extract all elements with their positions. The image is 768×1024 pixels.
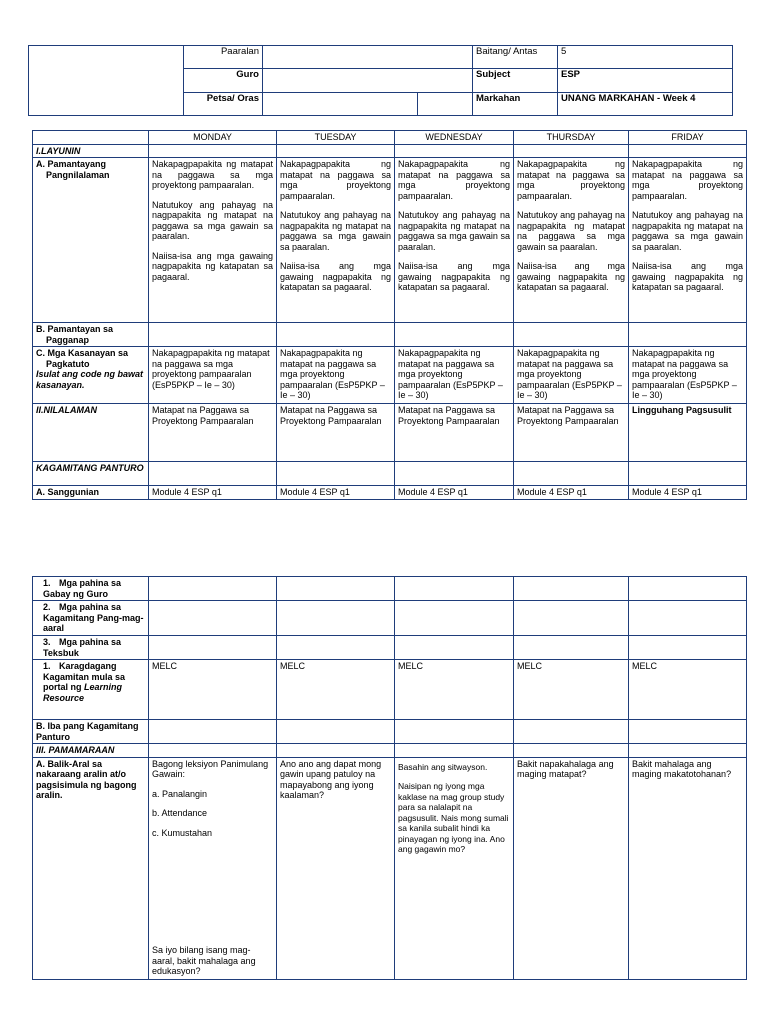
baitang-value[interactable]: 5	[558, 46, 733, 69]
melc-friday: MELC	[629, 660, 747, 720]
pamantayan-sa-pagganap-label: B. Pamantayan sa Pagganap	[33, 323, 149, 347]
lesson-plan-table-1	[32, 130, 747, 500]
nilalaman-monday: Matapat na Paggawa sa Proyektong Pampaaralan	[149, 404, 277, 462]
balik-aral-wednesday: Basahin ang sitwayson. Naisipan ng iyong mga kaklase na mag group study para sa nalalapit na pagsusulit. Nais mong sumali sa kanila subalit hindi ka pinayagan ng iyong ina. Ano ang gagawin mo?	[395, 757, 514, 979]
corner-cell	[33, 131, 149, 145]
day-header-tuesday: TUESDAY	[277, 131, 395, 145]
header-logo-cell	[29, 46, 184, 116]
pamamaraan-heading: III. PAMAMARAAN	[33, 744, 149, 758]
gabay-ng-guro-label: 1. Mga pahina sa Gabay ng Guro	[33, 577, 149, 601]
sanggunian-thursday: Module 4 ESP q1	[514, 486, 629, 500]
pangnilalaman-wednesday: Nakapagpapakita ng matapat na paggawa sa mga proyektong pampaaralan. Natutukoy ang pahayag na nagpapakita ng matapat na paggawa sa mga gawain sa paaralan. Naiisa-isa ang mga gawaing nagpapakita ng katapatan sa pagaaral.	[395, 158, 514, 323]
markahan-value[interactable]: UNANG MARKAHAN - Week 4	[558, 93, 733, 116]
kasanayan-wednesday: Nakapagpapakita ng matapat na paggawa sa mga proyektong pampaaralan (EsP5PKP – Ie – 30)	[395, 347, 514, 404]
oras-field[interactable]	[418, 93, 473, 116]
kasanayan-monday: Nakapagpapakita ng matapat na paggawa sa mga proyektong pampaaralan (EsP5PKP – Ie – 30)	[149, 347, 277, 404]
sanggunian-tuesday: Module 4 ESP q1	[277, 486, 395, 500]
nilalaman-thursday: Matapat na Paggawa sa Proyektong Pampaaralan	[514, 404, 629, 462]
melc-tuesday: MELC	[277, 660, 395, 720]
melc-thursday: MELC	[514, 660, 629, 720]
pangnilalaman-tuesday: Nakapagpapakita ng matapat na paggawa sa mga proyektong pampaaralan. Natutukoy ang pahayag na nagpapakita ng matapat na paggawa sa mga gawain sa paaralan. Naiisa-isa ang mga gawaing nagpapakita ng katapatan sa pagaaral.	[277, 158, 395, 323]
balik-aral-monday: Bagong leksiyon Panimulang Gawain: a. Panalangin b. Attendance c. Kumustahan Sa iyo bilang isang mag-aaral, bakit mahalaga ang edukasyon?	[149, 757, 277, 979]
kasanayan-tuesday: Nakapagpapakita ng matapat na paggawa sa mga proyektong pampaaralan (EsP5PKP – Ie – 30)	[277, 347, 395, 404]
subject-value[interactable]: ESP	[558, 69, 733, 93]
melc-monday: MELC	[149, 660, 277, 720]
day-header-monday: MONDAY	[149, 131, 277, 145]
guro-label: Guro	[184, 69, 263, 93]
pangnilalaman-monday: Nakapagpapakita ng matapat na paggawa sa mga proyektong pampaaralan. Natutukoy ang pahayag na nagpapakita ng matapat na paggawa sa mga gawain sa paaralan. Naiisa-isa ang mga gawaing nagpapakita ng katapatan sa pagaaral.	[149, 158, 277, 323]
pangnilalaman-friday: Nakapagpapakita ng matapat na paggawa sa mga proyektong pampaaralan. Natutukoy ang pahayag na nagpapakita ng matapat na paggawa sa mga gawain sa paaralan. Naiisa-isa ang mga gawaing nagpapakita ng katapatan sa pagaaral.	[629, 158, 747, 323]
nilalaman-heading: II.NILALAMAN	[33, 404, 149, 462]
layunin-heading: I.LAYUNIN	[33, 144, 149, 158]
nilalaman-wednesday: Matapat na Paggawa sa Proyektong Pampaaralan	[395, 404, 514, 462]
balik-aral-label: A. Balik-Aral sa nakaraang aralin at/o pagsisimula ng bagong aralin.	[33, 757, 149, 979]
pamantayang-pangnilalaman-label: A. Pamantayang Pangnilalaman	[33, 158, 149, 323]
pangnilalaman-thursday: Nakapagpapakita ng matapat na paggawa sa mga proyektong pampaaralan. Natutukoy ang pahayag na nagpapakita ng matapat na paggawa sa mga gawain sa paaralan. Naiisa-isa ang mga gawaing nagpapakita ng katapatan sa pagaaral.	[514, 158, 629, 323]
melc-wednesday: MELC	[395, 660, 514, 720]
subject-label: Subject	[473, 69, 558, 93]
sanggunian-wednesday: Module 4 ESP q1	[395, 486, 514, 500]
balik-aral-thursday: Bakit napakahalaga ang maging matapat?	[514, 757, 629, 979]
day-header-wednesday: WEDNESDAY	[395, 131, 514, 145]
sanggunian-label: A. Sanggunian	[33, 486, 149, 500]
balik-aral-friday: Bakit mahalaga ang maging makatotohanan?	[629, 757, 747, 979]
kagamitang-panturo-heading: KAGAMITANG PANTURO	[33, 462, 149, 486]
guro-field[interactable]	[263, 69, 473, 93]
markahan-label: Markahan	[473, 93, 558, 116]
kagamitang-pang-mag-aaral-label: 2. Mga pahina sa Kagamitang Pang-mag-aaral	[33, 601, 149, 636]
petsa-label: Petsa/ Oras	[184, 93, 263, 116]
sanggunian-monday: Module 4 ESP q1	[149, 486, 277, 500]
paaralan-label: Paaralan	[184, 46, 263, 69]
nilalaman-friday: Lingguhang Pagsusulit	[629, 404, 747, 462]
karagdagang-kagamitan-label: 1. Karagdagang Kagamitan mula sa portal ng Learning Resource	[33, 660, 149, 720]
kasanayan-thursday: Nakapagpapakita ng matapat na paggawa sa mga proyektong pampaaralan (EsP5PKP – Ie – 30)	[514, 347, 629, 404]
header-table	[28, 45, 733, 116]
sanggunian-friday: Module 4 ESP q1	[629, 486, 747, 500]
baitang-label: Baitang/ Antas	[473, 46, 558, 69]
nilalaman-tuesday: Matapat na Paggawa sa Proyektong Pampaaralan	[277, 404, 395, 462]
day-header-friday: FRIDAY	[629, 131, 747, 145]
petsa-field[interactable]	[263, 93, 418, 116]
paaralan-field[interactable]	[263, 46, 473, 69]
teksbuk-label: 3. Mga pahina sa Teksbuk	[33, 636, 149, 660]
kasanayan-friday: Nakapagpapakita ng matapat na paggawa sa mga proyektong pampaaralan (EsP5PKP – Ie – 30)	[629, 347, 747, 404]
kasanayan-label: C. Mga Kasanayan sa Pagkatuto Isulat ang code ng bawat kasanayan.	[33, 347, 149, 404]
lesson-plan-table-2	[32, 576, 747, 980]
balik-aral-tuesday: Ano ano ang dapat mong gawin upang patuloy na mapayabong ang iyong kaalaman?	[277, 757, 395, 979]
day-header-thursday: THURSDAY	[514, 131, 629, 145]
iba-pang-kagamitan-label: B. Iba pang Kagamitang Panturo	[33, 720, 149, 744]
